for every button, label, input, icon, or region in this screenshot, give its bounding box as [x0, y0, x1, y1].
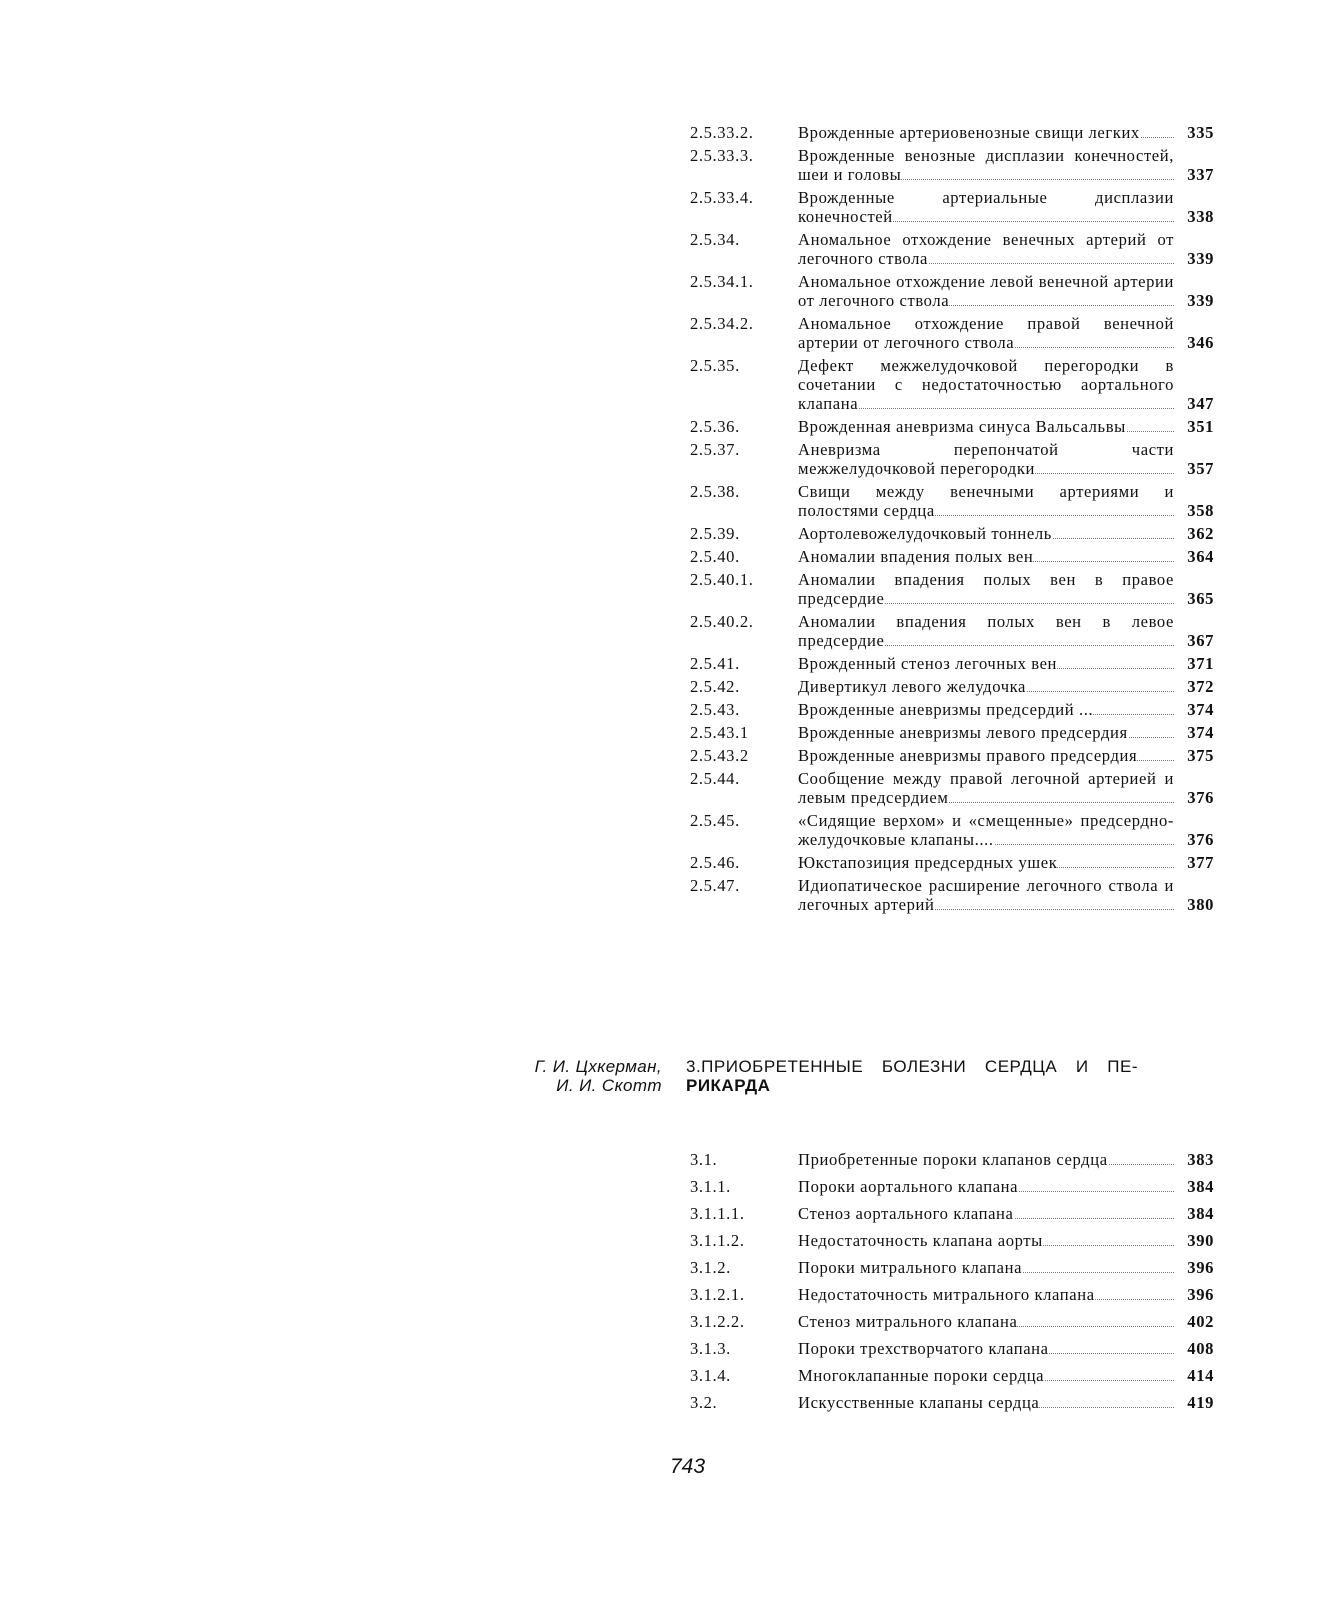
toc-entry — [690, 440, 1214, 478]
toc-entry-page: 377 — [1187, 853, 1214, 872]
toc-entry-title-block — [798, 1150, 1214, 1169]
toc-entry — [690, 1312, 1214, 1331]
toc-entry-page: 364 — [1187, 547, 1214, 566]
toc-entry-number: 2.5.33.2. — [690, 123, 754, 142]
toc-entry-page: 362 — [1187, 524, 1214, 543]
toc-entry — [690, 1285, 1214, 1304]
toc-entry-title: Приобретенные пороки клапанов сердца — [798, 1150, 1108, 1169]
toc-entry-title: Аномальное отхождение венечных артерий от легочного ствола — [798, 230, 1174, 268]
toc-section-2 — [690, 123, 1214, 918]
toc-entry-number: 2.5.41. — [690, 654, 740, 673]
toc-entry-number: 2.5.33.4. — [690, 188, 754, 207]
part-title-line: 3.ПРИОБРЕТЕННЫЕ БОЛЕЗНИ СЕРДЦА И ПЕ- — [686, 1057, 1138, 1076]
toc-entry-number: 2.5.42. — [690, 677, 740, 696]
author-name: Г. И. Цхкерман, — [534, 1057, 662, 1076]
toc-entry — [690, 677, 1214, 696]
toc-entry-number: 2.5.33.3. — [690, 146, 754, 165]
toc-entry-title: Врожденные венозные дисплазии конечностей, шеи и головы — [798, 146, 1174, 184]
toc-entry-title-block — [798, 612, 1214, 650]
toc-entry-title-block — [798, 1312, 1214, 1331]
toc-entry-page: 358 — [1187, 501, 1214, 520]
toc-entry-title: Аномальное отхождение левой венечной артерии от легочного ствола — [798, 272, 1174, 310]
toc-entry-number: 2.5.43. — [690, 700, 740, 719]
page-number: 743 — [670, 1455, 706, 1478]
toc-entry-title-block — [798, 482, 1214, 520]
toc-entry — [690, 314, 1214, 352]
toc-entry-title: Дивертикул левого желудочка — [798, 677, 1027, 696]
toc-entry — [690, 1204, 1214, 1223]
toc-entry — [690, 876, 1214, 914]
toc-entry — [690, 356, 1214, 413]
toc-entry-title-block — [798, 356, 1214, 413]
toc-entry — [690, 547, 1214, 566]
toc-entry-page: 396 — [1187, 1285, 1214, 1304]
toc-entry-page: 396 — [1187, 1258, 1214, 1277]
toc-entry-title-block — [798, 440, 1214, 478]
toc-entry-title: Стеноз аортального клапана — [798, 1204, 1014, 1223]
toc-entry-number: 3.1.2. — [690, 1258, 731, 1277]
toc-entry-number: 2.5.40.2. — [690, 612, 754, 631]
toc-entry-title-block — [798, 314, 1214, 352]
toc-entry-number: 2.5.35. — [690, 356, 740, 375]
toc-entry-page: 384 — [1187, 1204, 1214, 1223]
toc-entry-number: 2.5.34.2. — [690, 314, 754, 333]
toc-entry-number: 2.5.43.1 — [690, 723, 749, 742]
toc-entry-title-block — [798, 570, 1214, 608]
toc-entry-number: 2.5.36. — [690, 417, 740, 436]
toc-entry-title: Многоклапанные пороки сердца — [798, 1366, 1045, 1385]
toc-entry — [690, 853, 1214, 872]
toc-entry-page: 365 — [1187, 589, 1214, 608]
toc-entry-title-block — [798, 123, 1214, 142]
toc-entry-number: 2.5.43.2 — [690, 746, 749, 765]
toc-entry-title: Врожденная аневризма синуса Вальсальвы — [798, 417, 1126, 436]
toc-entry-title-block — [798, 1285, 1214, 1304]
toc-entry-title: «Сидящие верхом» и «смещенные» предсердно-желудочковые клапаны.... — [798, 811, 1174, 849]
toc-entry-number: 2.5.38. — [690, 482, 740, 501]
toc-entry-title: Аномалии впадения полых вен в левое предсердие — [798, 612, 1174, 650]
toc-entry-page: 367 — [1187, 631, 1214, 650]
toc-entry-page: 380 — [1187, 895, 1214, 914]
toc-entry-title: Пороки трехстворчатого клапана — [798, 1339, 1049, 1358]
toc-entry-title: Идиопатическое расширение легочного ствола и легочных артерий — [798, 876, 1174, 914]
toc-entry-page: 351 — [1187, 417, 1214, 436]
toc-entry-title-block — [798, 1339, 1214, 1358]
toc-entry-page: 372 — [1187, 677, 1214, 696]
toc-entry-page: 419 — [1187, 1393, 1214, 1412]
toc-entry-page: 376 — [1187, 830, 1214, 849]
toc-entry-number: 3.1.1.1. — [690, 1204, 745, 1223]
toc-entry-title-block — [798, 547, 1214, 566]
toc-entry-title: Аномалии впадения полых вен в правое предсердие — [798, 570, 1174, 608]
toc-entry-page: 384 — [1187, 1177, 1214, 1196]
toc-entry-title-block — [798, 188, 1214, 226]
toc-entry-title: Юкстапозиция предсердных ушек — [798, 853, 1058, 872]
toc-entry-title-block — [798, 417, 1214, 436]
toc-entry-number: 3.1.2.2. — [690, 1312, 745, 1331]
toc-entry — [690, 570, 1214, 608]
toc-entry-title-block — [798, 146, 1214, 184]
toc-entry-title-block — [798, 723, 1214, 742]
toc-entry-title-block — [798, 769, 1214, 807]
toc-entry — [690, 272, 1214, 310]
toc-entry — [690, 1258, 1214, 1277]
toc-entry — [690, 146, 1214, 184]
toc-entry-title-block — [798, 654, 1214, 673]
toc-entry-title-block — [798, 1204, 1214, 1223]
toc-entry — [690, 811, 1214, 849]
toc-entry-number: 2.5.37. — [690, 440, 740, 459]
toc-entry — [690, 654, 1214, 673]
toc-entry-title: Врожденные артериовенозные свищи легких — [798, 123, 1140, 142]
part-title — [686, 1057, 1138, 1095]
toc-entry — [690, 1177, 1214, 1196]
toc-entry-title: Сообщение между правой легочной артерией и левым предсердием — [798, 769, 1174, 807]
toc-entry-title: Аортолевожелудочковый тоннель — [798, 524, 1052, 543]
toc-entry — [690, 700, 1214, 719]
toc-entry-number: 2.5.34.1. — [690, 272, 754, 291]
toc-entry-page: 374 — [1187, 723, 1214, 742]
toc-entry — [690, 723, 1214, 742]
toc-entry-title: Врожденные аневризмы левого предсердия — [798, 723, 1128, 742]
toc-entry-number: 3.1.3. — [690, 1339, 731, 1358]
toc-entry-number: 2.5.40.1. — [690, 570, 754, 589]
toc-entry — [690, 188, 1214, 226]
toc-entry-number: 2.5.39. — [690, 524, 740, 543]
toc-entry-page: 337 — [1187, 165, 1214, 184]
toc-entry-number: 2.5.47. — [690, 876, 740, 895]
toc-entry — [690, 769, 1214, 807]
toc-entry-title: Искусственные клапаны сердца — [798, 1393, 1040, 1412]
toc-entry-title: Врожденные артериальные дисплазии конечностей — [798, 188, 1174, 226]
toc-entry-title-block — [798, 1366, 1214, 1385]
toc-entry-title-block — [798, 524, 1214, 543]
toc-entry — [690, 1393, 1214, 1412]
toc-entry — [690, 746, 1214, 765]
toc-entry-title-block — [798, 1393, 1214, 1412]
toc-entry-number: 3.1.4. — [690, 1366, 731, 1385]
toc-entry-title-block — [798, 746, 1214, 765]
part-title-line: РИКАРДА — [686, 1076, 771, 1095]
toc-entry-page: 390 — [1187, 1231, 1214, 1250]
toc-entry-title: Недостаточность клапана аорты — [798, 1231, 1043, 1250]
toc-entry-number: 3.2. — [690, 1393, 718, 1412]
toc-entry-title: Недостаточность митрального клапана — [798, 1285, 1095, 1304]
toc-entry — [690, 123, 1214, 142]
toc-entry-title-block — [798, 1177, 1214, 1196]
toc-entry-title: Пороки аортального клапана — [798, 1177, 1019, 1196]
toc-entry-title: Пороки митрального клапана — [798, 1258, 1023, 1277]
chapter-authors — [470, 1057, 662, 1095]
toc-entry-page: 414 — [1187, 1366, 1214, 1385]
toc-entry-page: 347 — [1187, 394, 1214, 413]
toc-entry-title-block — [798, 853, 1214, 872]
toc-entry-number: 3.1.1.2. — [690, 1231, 745, 1250]
toc-entry-page: 408 — [1187, 1339, 1214, 1358]
toc-entry-page: 357 — [1187, 459, 1214, 478]
toc-entry-title: Аномальное отхождение правой венечной артерии от легочного ствола — [798, 314, 1174, 352]
toc-entry-number: 3.1.1. — [690, 1177, 731, 1196]
toc-entry-number: 3.1. — [690, 1150, 718, 1169]
toc-entry-title-block — [798, 700, 1214, 719]
toc-entry-page: 376 — [1187, 788, 1214, 807]
toc-entry — [690, 1339, 1214, 1358]
toc-entry-title: Свищи между венечными артериями и полостями сердца — [798, 482, 1174, 520]
toc-entry-title: Врожденные аневризмы правого предсердия — [798, 746, 1138, 765]
toc-entry-title: Врожденные аневризмы предсердий ... — [798, 700, 1094, 719]
author-name: И. И. Скотт — [556, 1076, 662, 1095]
toc-entry-page: 375 — [1187, 746, 1214, 765]
toc-entry — [690, 1366, 1214, 1385]
toc-entry-page: 374 — [1187, 700, 1214, 719]
toc-entry-number: 2.5.34. — [690, 230, 740, 249]
toc-entry-page: 346 — [1187, 333, 1214, 352]
toc-entry-page: 338 — [1187, 207, 1214, 226]
toc-entry-title-block — [798, 677, 1214, 696]
toc-entry — [690, 524, 1214, 543]
toc-entry — [690, 612, 1214, 650]
toc-entry-title-block — [798, 811, 1214, 849]
toc-entry-title: Врожденный стеноз легочных вен — [798, 654, 1058, 673]
toc-entry-title: Аномалии впадения полых вен — [798, 547, 1034, 566]
toc-entry — [690, 230, 1214, 268]
toc-entry-title: Стеноз митрального клапана — [798, 1312, 1018, 1331]
toc-entry-page: 371 — [1187, 654, 1214, 673]
toc-entry-number: 2.5.44. — [690, 769, 740, 788]
toc-entry-title-block — [798, 272, 1214, 310]
toc-entry-page: 339 — [1187, 291, 1214, 310]
toc-entry-number: 3.1.2.1. — [690, 1285, 745, 1304]
toc-entry-number: 2.5.46. — [690, 853, 740, 872]
toc-entry-page: 335 — [1187, 123, 1214, 142]
toc-entry-title-block — [798, 876, 1214, 914]
toc-entry-title-block — [798, 230, 1214, 268]
toc-entry — [690, 1150, 1214, 1169]
toc-entry-title: Аневризма перепончатой части межжелудочковой перегородки — [798, 440, 1174, 478]
toc-entry — [690, 417, 1214, 436]
toc-entry-number: 2.5.45. — [690, 811, 740, 830]
toc-entry-number: 2.5.40. — [690, 547, 740, 566]
toc-entry — [690, 1231, 1214, 1250]
toc-entry-title-block — [798, 1231, 1214, 1250]
toc-entry-page: 339 — [1187, 249, 1214, 268]
toc-entry-title-block — [798, 1258, 1214, 1277]
toc-entry-title: Дефект межжелудочковой перегородки в сочетании с недостаточностью аортального клапана — [798, 356, 1174, 413]
toc-entry — [690, 482, 1214, 520]
toc-entry-page: 402 — [1187, 1312, 1214, 1331]
toc-section-3 — [690, 1150, 1214, 1420]
toc-entry-page: 383 — [1187, 1150, 1214, 1169]
